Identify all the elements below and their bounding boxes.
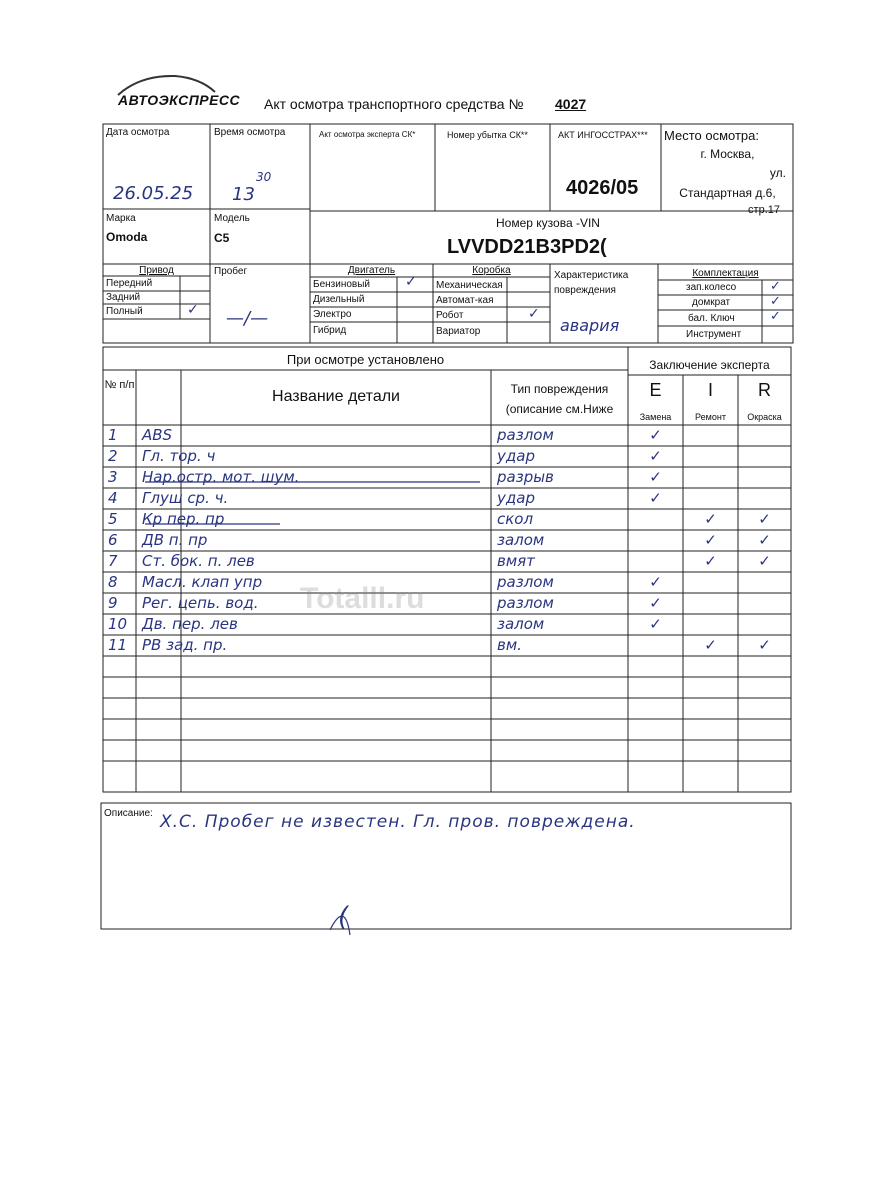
engine-electric: Электро (313, 309, 352, 320)
vin-value: LVVDD21B3PD2( (447, 236, 607, 258)
ingos-label: АКТ ИНГОССТРАХ*** (558, 130, 648, 140)
gearbox-cvt: Вариатор (436, 326, 481, 337)
row-part-name: Глуш ср. ч. (142, 489, 229, 507)
row-number: 3 (108, 468, 118, 486)
equip-wrench-check: ✓ (770, 309, 781, 324)
equip-wrench: бал. Ключ (688, 313, 735, 324)
description-text: Х.С. Пробег не известен. Гл. пров. повреждена. (160, 812, 636, 832)
row-replace-mark: ✓ (649, 489, 662, 507)
act-number: 4027 (555, 96, 587, 112)
gearbox-robot-check: ✓ (528, 306, 540, 322)
damage-char-value: авария (560, 316, 620, 335)
row-number: 2 (108, 447, 118, 465)
row-part-name: Нар.остр. мот. шум. (142, 468, 300, 486)
time-minutes: 30 (256, 170, 272, 184)
row-replace-mark: ✓ (649, 615, 662, 633)
r-letter: R (758, 380, 771, 400)
company-logo: АВТОЭКСПРЕСС (118, 92, 241, 108)
engine-petrol-check: ✓ (405, 274, 417, 290)
damage-type-header-1: Тип повреждения (510, 382, 609, 396)
date-label: Дата осмотра (106, 127, 170, 138)
mileage-label: Пробег (214, 266, 248, 277)
row-replace-mark: ✓ (649, 594, 662, 612)
part-name-header: Название детали (272, 388, 400, 405)
gearbox-robot: Робот (436, 310, 464, 321)
description-label: Описание: (104, 808, 153, 819)
drive-full: Полный (106, 306, 143, 317)
model-label: Модель (214, 213, 250, 224)
row-part-name: Дв. пер. лев (142, 615, 238, 633)
time-hours: 13 (232, 184, 255, 205)
row-part-name: Рег. цепь. вод. (142, 594, 259, 612)
place-line-3: Стандартная д.6, (679, 186, 776, 200)
loss-number-label: Номер убытка СК** (447, 130, 528, 140)
e-letter: E (649, 380, 662, 400)
row-number: 7 (108, 552, 118, 570)
damage-type-header-2: (описание см.Ниже (505, 402, 614, 416)
drive-full-check: ✓ (187, 302, 199, 318)
row-damage-type: вм. (497, 636, 522, 654)
inspection-title: При осмотре установлено (286, 352, 445, 367)
watermark: Totalll.ru (300, 582, 425, 615)
row-number: 10 (108, 615, 128, 633)
row-part-name: Кр пер. пр (142, 510, 225, 528)
row-number: 9 (108, 594, 118, 612)
document-title: Акт осмотра транспортного средства № (264, 96, 524, 112)
row-part-name: Ст. бок. п. лев (142, 552, 255, 570)
engine-petrol: Бензиновый (313, 279, 370, 290)
place-line-1: г. Москва, (700, 147, 755, 161)
row-replace-mark: ✓ (649, 468, 662, 486)
place-label: Место осмотра: (664, 128, 759, 143)
row-damage-type: удар (497, 447, 535, 465)
drive-rear: Задний (106, 292, 141, 303)
row-number: 5 (108, 510, 118, 528)
equip-jack: домкрат (692, 297, 731, 308)
vin-label: Номер кузова -VIN (496, 216, 600, 230)
repair-label: Ремонт (695, 412, 726, 422)
row-number: 11 (108, 636, 128, 654)
row-paint-mark: ✓ (758, 636, 771, 654)
engine-diesel: Дизельный (313, 294, 365, 305)
place-line-2: ул. (769, 166, 786, 180)
row-paint-mark: ✓ (758, 552, 771, 570)
row-part-name: Гл. тор. ч (142, 447, 216, 465)
expert-conclusion-title: Заключение эксперта (649, 358, 770, 372)
row-repair-mark: ✓ (704, 636, 717, 654)
row-damage-type: залом (497, 531, 545, 549)
expert-act-label: Акт осмотра эксперта СК* (319, 130, 416, 139)
number-header: № п/п (104, 379, 135, 391)
row-damage-type: залом (497, 615, 545, 633)
signature: ( (338, 902, 349, 932)
row-number: 4 (108, 489, 118, 507)
row-damage-type: разлом (497, 426, 554, 444)
ingos-value: 4026/05 (566, 177, 639, 199)
row-repair-mark: ✓ (704, 510, 717, 528)
row-part-name: ABS (142, 426, 173, 444)
mileage-value: —/— (226, 308, 269, 329)
row-number: 8 (108, 573, 118, 591)
date-value: 26.05.25 (113, 183, 194, 204)
row-paint-mark: ✓ (758, 510, 771, 528)
row-part-name: ДВ п. пр (142, 531, 208, 549)
equip-jack-check: ✓ (770, 294, 781, 309)
equip-tools: Инструмент (686, 329, 742, 340)
equip-spare-wheel: зап.колесо (686, 282, 737, 293)
row-paint-mark: ✓ (758, 531, 771, 549)
replace-label: Замена (639, 412, 672, 422)
row-damage-type: удар (497, 489, 535, 507)
brand-value: Omoda (106, 230, 148, 244)
drive-label: Привод (139, 265, 174, 276)
row-replace-mark: ✓ (649, 426, 662, 444)
row-damage-type: разрыв (497, 468, 554, 486)
engine-hybrid: Гибрид (313, 325, 347, 336)
row-part-name: РВ зад. пр. (142, 636, 228, 654)
drive-front: Передний (106, 278, 153, 289)
engine-label: Двигатель (347, 265, 396, 276)
model-value: C5 (214, 231, 230, 245)
paint-label: Окраска (747, 412, 782, 422)
i-letter: I (707, 380, 713, 400)
row-repair-mark: ✓ (704, 531, 717, 549)
time-label: Время осмотра (214, 127, 286, 138)
row-number: 6 (108, 531, 118, 549)
place-line-4: стр.17 (748, 204, 780, 216)
equipment-label: Комплектация (692, 268, 759, 279)
brand-label: Марка (106, 213, 136, 224)
handwriting-strokes (145, 482, 480, 935)
equip-spare-wheel-check: ✓ (770, 279, 781, 294)
gearbox-manual: Механическая (436, 280, 503, 291)
row-replace-mark: ✓ (649, 573, 662, 591)
row-replace-mark: ✓ (649, 447, 662, 465)
damage-char-label: Характеристика повреждения (554, 270, 629, 296)
row-number: 1 (108, 426, 118, 444)
row-repair-mark: ✓ (704, 552, 717, 570)
row-damage-type: вмят (497, 552, 535, 570)
row-part-name: Масл. клап упр (142, 573, 263, 591)
row-damage-type: разлом (497, 594, 554, 612)
gearbox-label: Коробка (472, 265, 511, 276)
row-damage-type: скол (497, 510, 534, 528)
gearbox-auto: Автомат-кая (436, 295, 494, 306)
row-damage-type: разлом (497, 573, 554, 591)
